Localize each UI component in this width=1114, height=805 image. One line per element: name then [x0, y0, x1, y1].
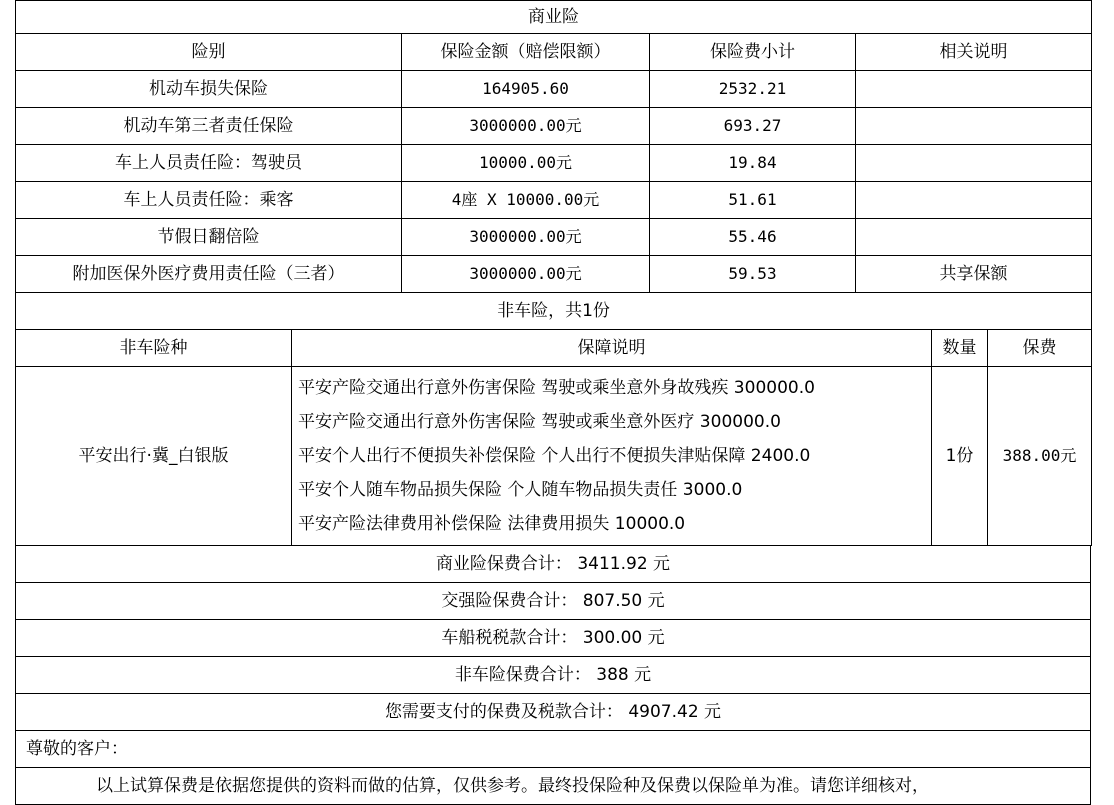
commercial-section-title: 商业险: [16, 1, 1092, 34]
related-note: [856, 71, 1092, 108]
related-note: 共享保额: [856, 256, 1092, 293]
non-vehicle-premium-total: 非车险保费合计： 388 元: [16, 657, 1091, 694]
header-premium-subtotal: 保险费小计: [650, 34, 856, 71]
insured-amount: 10000.00元: [402, 145, 650, 182]
coverage-item: 平安个人随车物品损失保险 个人随车物品损失责任 3000.0: [298, 480, 743, 500]
insured-amount: 4座 X 10000.00元: [402, 182, 650, 219]
table-row: [16, 219, 1092, 256]
header-quantity: 数量: [932, 330, 988, 367]
related-note: [856, 219, 1092, 256]
coverage-item: 平安个人出行不便损失补偿保险 个人出行不便损失津贴保障 2400.0: [298, 446, 811, 466]
header-premium: 保费: [988, 330, 1092, 367]
related-note: [856, 145, 1092, 182]
commercial-premium-total: 商业险保费合计： 3411.92 元: [16, 546, 1091, 583]
table-row: [16, 108, 1092, 145]
table-row: [16, 367, 1092, 546]
insured-amount: 3000000.00元: [402, 108, 650, 145]
premium-subtotal: 2532.21: [650, 71, 856, 108]
insurance-type: 机动车损失保险: [16, 71, 402, 108]
insurance-type: 机动车第三者责任保险: [16, 108, 402, 145]
vessel-tax-total: 车船税税款合计： 300.00 元: [16, 620, 1091, 657]
table-row: [16, 256, 1092, 293]
non-vehicle-section-title: 非车险，共1份: [16, 293, 1092, 330]
premium-subtotal: 59.53: [650, 256, 856, 293]
premium-subtotal: 693.27: [650, 108, 856, 145]
commercial-insurance-table: [15, 0, 1092, 330]
coverage-item: 平安产险交通出行意外伤害保险 驾驶或乘坐意外医疗 300000.0: [298, 412, 781, 432]
coverage-item: 平安产险法律费用补偿保险 法律费用损失 10000.0: [298, 514, 686, 534]
table-row: [16, 182, 1092, 219]
header-insured-amount: 保险金额（赔偿限额）: [402, 34, 650, 71]
header-insurance-type: 险别: [16, 34, 402, 71]
premium-subtotal: 51.61: [650, 182, 856, 219]
non-vehicle-header-row: [16, 330, 1092, 367]
header-coverage-description: 保障说明: [292, 330, 932, 367]
premium-subtotal: 55.46: [650, 219, 856, 256]
premium-subtotal: 19.84: [650, 145, 856, 182]
table-row: [16, 145, 1092, 182]
insurance-type: 车上人员责任险：乘客: [16, 182, 402, 219]
product-premium: 388.00元: [988, 367, 1092, 546]
grand-total: 您需要支付的保费及税款合计： 4907.42 元: [16, 694, 1091, 731]
coverage-item: 平安产险交通出行意外伤害保险 驾驶或乘坐意外身故残疾 300000.0: [298, 378, 815, 398]
insured-amount: 164905.60: [402, 71, 650, 108]
quote-sheet: [15, 0, 1091, 805]
disclaimer-notice: 以上试算保费是依据您提供的资料而做的估算，仅供参考。最终投保险种及保费以保险单为准。请您详细核对，: [16, 768, 1091, 805]
insurance-type: 车上人员责任险：驾驶员: [16, 145, 402, 182]
coverage-list: [292, 367, 932, 546]
insured-amount: 3000000.00元: [402, 219, 650, 256]
insurance-type: 节假日翻倍险: [16, 219, 402, 256]
header-related-note: 相关说明: [856, 34, 1092, 71]
commercial-header-row: [16, 34, 1092, 71]
non-vehicle-insurance-table: [15, 329, 1092, 546]
insured-amount: 3000000.00元: [402, 256, 650, 293]
related-note: [856, 108, 1092, 145]
product-quantity: 1份: [932, 367, 988, 546]
related-note: [856, 182, 1092, 219]
header-non-vehicle-kind: 非车险种: [16, 330, 292, 367]
customer-greeting: 尊敬的客户：: [16, 731, 1091, 768]
compulsory-premium-total: 交强险保费合计： 807.50 元: [16, 583, 1091, 620]
table-row: [16, 71, 1092, 108]
product-name: 平安出行·冀_白银版: [16, 367, 292, 546]
totals-table: [15, 545, 1091, 805]
insurance-type: 附加医保外医疗费用责任险（三者）: [16, 256, 402, 293]
